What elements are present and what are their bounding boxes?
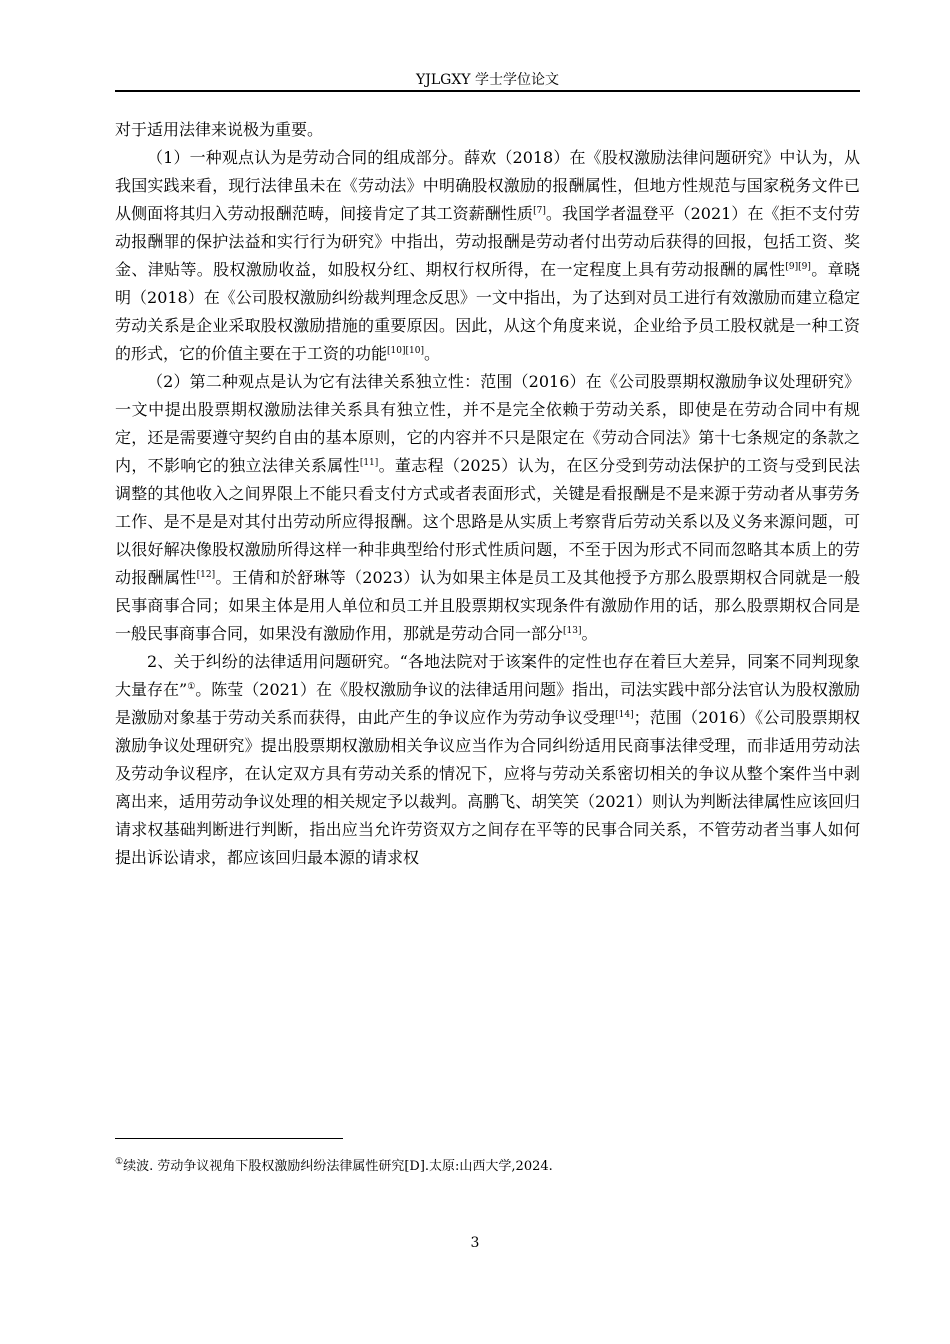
text-segment: （2）第二种观点是认为它有法律关系独立性：范围（2016）在《公司股票期权激励争议处理研究》一文中提出股票期权激励法律关系具有独立性，并不是完全依赖于劳动关系，即使是在劳动合同中有规定，还是需要遵守契约自由的基本原则，它的内容并不只是限定在《劳动合同法》第十七条规定的条款之内，不影响它的独立法律关系属性 — [115, 372, 860, 475]
paragraph-continuation: 对于适用法律来说极为重要。 — [115, 120, 324, 139]
text-segment: 2、关于纠纷的法律适用问题研究。“各地法院对于该案件的定性也存在着巨大差异，同案不同判现象大量存在” — [115, 652, 860, 699]
citation-ref: [11] — [359, 458, 379, 468]
text-segment: ；范围（2016）《公司股票期权激励争议处理研究》提出股票期权激励相关争议应当作为合同纠纷适用民商事法律受理，而非适用劳动法及劳动争议程序，在认定双方具有劳动关系的情况下，应将与劳动关系密切相关的争议从整个案件当中剥离出来，适用劳动争议处理的相关规定予以裁判。高鹏飞、胡笑笑（2021）则认为判断法律属性应该回归请求权基础判断进行判断，指出应当允许劳资双方之间存在平等的民事合同关系，不管劳动者当事人如何提出诉讼请求，都应该回归最本源的请求权 — [115, 708, 860, 867]
paragraph-view-two — [115, 368, 860, 648]
footnote-text: 续波. 劳动争议视角下股权激励纠纷法律属性研究[D].太原:山西大学,2024. — [123, 1159, 553, 1174]
text-segment: 。我国学者温登平（2021）在《拒不支付劳动报酬罪的保护法益和实行行为研究》中指出，劳动报酬是劳动者付出劳动后获得的回报，包括工资、奖金、津贴等。股权激励收益，如股权分红、期权行权所得，在一定程度上具有劳动报酬的属性 — [115, 204, 860, 279]
text-segment: （1）一种观点认为是劳动合同的组成部分。薛欢（2018）在《股权激励法律问题研究》中认为，从我国实践来看，现行法律虽未在《劳动法》中明确股权激励的报酬属性，但地方性规范与国家税务文件已从侧面将其归入劳动报酬范畴，间接肯定了其工资薪酬性质 — [115, 148, 860, 223]
text-segment: 。章晓明（2018）在《公司股权激励纠纷裁判理念反思》一文中指出，为了达到对员工进行有效激励而建立稳定劳动关系是企业采取股权激励措施的重要原因。因此，从这个角度来说，企业给予员工股权就是一种工资的形式，它的价值主要在于工资的功能 — [115, 260, 860, 363]
text-segment: 。 — [581, 624, 598, 643]
footnote-mark: ① — [187, 682, 196, 692]
citation-ref: [7] — [533, 206, 546, 216]
text-segment: 。 — [423, 344, 440, 363]
body-text — [115, 116, 860, 872]
citation-ref: [9][9] — [785, 262, 811, 272]
running-header: YJLGXY 学士学位论文 — [416, 72, 559, 88]
page-number: 3 — [470, 1235, 480, 1251]
citation-ref: [14] — [615, 710, 634, 720]
citation-ref: [12] — [196, 570, 216, 580]
footnote-mark: ① — [115, 1157, 124, 1167]
text-segment: 。董志程（2025）认为，在区分受到劳动法保护的工资与受到民法调整的其他收入之间界限上不能只看支付方式或者表面形式，关键是看报酬是不是来源于劳动者从事劳务工作、是不是是对其付出劳动所应得报酬。这个思路是从实质上考察背后劳动关系以及义务来源问题，可以很好解决像股权激励所得这样一种非典型给付形式性质问题，不至于因为形式不同而忽略其本质上的劳动报酬属性 — [115, 456, 860, 587]
paragraph-law-application — [115, 648, 860, 872]
footnote — [115, 1157, 860, 1177]
text-segment: 。陈莹（2021）在《股权激励争议的法律适用问题》指出，司法实践中部分法官认为股权激励是激励对象基于劳动关系而获得，由此产生的争议应作为劳动争议受理 — [115, 680, 860, 727]
paragraph-view-one — [115, 144, 860, 368]
citation-ref: [10][10] — [387, 346, 424, 356]
footnote-separator — [115, 1138, 343, 1139]
citation-ref: [13] — [563, 626, 582, 636]
header-rule — [115, 90, 860, 92]
text-segment: 。王倩和於舒琳等（2023）认为如果主体是员工及其他授予方那么股票期权合同就是一般民事商事合同；如果主体是用人单位和员工并且股票期权实现条件有激励作用的话，那么股票期权合同是一般民事商事合同，如果没有激励作用，那就是劳动合同一部分 — [115, 568, 860, 643]
